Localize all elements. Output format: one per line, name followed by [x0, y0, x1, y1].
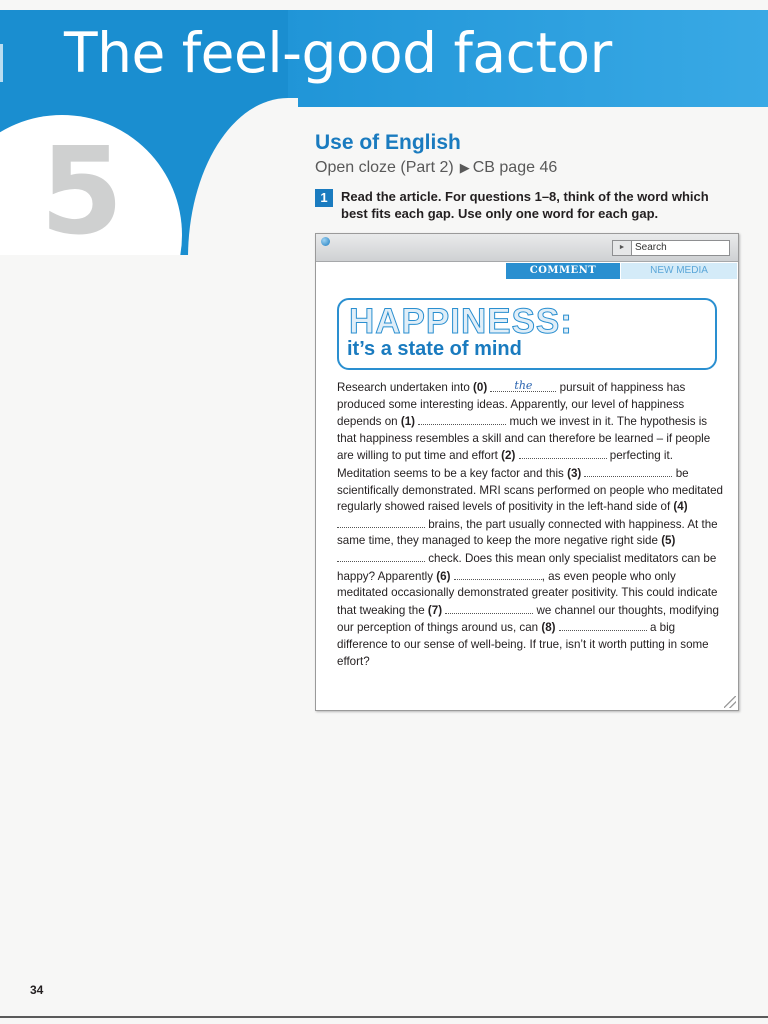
article-text [337, 380, 723, 670]
resize-grip-icon[interactable] [724, 696, 736, 708]
exam-part-label: Open cloze (Part 2) [315, 159, 454, 176]
article-segment: a big difference to our sense of well-being. If true, isn’t it worth putting in some effort? [337, 621, 709, 668]
article-segment: be scientifically demonstrated. MRI scans performed on people who meditated regularly showed raised levels of positivity in the left-hand side of [337, 466, 724, 514]
exercise-number: 1 [315, 189, 333, 207]
subheadline: it’s a state of mind [347, 338, 522, 360]
headline-box [337, 298, 717, 370]
gap-example [490, 380, 556, 392]
article-segment: Research undertaken into [337, 381, 470, 394]
gap-blank[interactable] [519, 447, 607, 459]
browser-window [315, 233, 739, 711]
gap-number: (7) [427, 603, 443, 617]
gap-blank[interactable] [454, 568, 542, 580]
search-input[interactable] [612, 240, 730, 256]
coursebook-reference: CB page 46 [472, 159, 558, 176]
search-go-icon[interactable]: ► [613, 241, 632, 255]
header-edge-mark [0, 44, 3, 82]
gap-number: (2) [501, 449, 516, 463]
tab-new-media[interactable]: NEW MEDIA [621, 263, 737, 279]
gap-number: (8) [541, 621, 556, 635]
article-segment: check. Does this mean only specialist meditators can be happy? Apparently [337, 551, 717, 583]
example-answer: the [514, 379, 533, 392]
headline: HAPPINESS: [349, 302, 573, 341]
gap-number: (3) [567, 466, 582, 480]
gap-blank[interactable] [445, 602, 533, 614]
gap-blank[interactable] [337, 550, 425, 562]
tab-comment[interactable]: COMMENT [506, 263, 620, 279]
article-segment: , as even people who only meditated occasionally demonstrated greater positivity. This could indicate that tweaking the [337, 569, 718, 617]
gap-blank[interactable] [559, 619, 647, 631]
unit-number: 5 [40, 123, 124, 262]
gap-blank[interactable] [337, 516, 425, 528]
gap-blank[interactable] [584, 465, 672, 477]
gap-number: (6) [436, 569, 451, 583]
article-segment: perfecting it. Meditation seems to be a key factor and this [337, 449, 673, 480]
search-label: Search [635, 242, 667, 253]
article-segment: we channel our thoughts, modifying our perception of things around us, can [337, 603, 719, 635]
browser-toolbar [316, 234, 738, 262]
browser-logo-icon [321, 237, 330, 246]
gap-number: (0) [473, 381, 488, 394]
article-segment: brains, the part usually connected with happiness. At the same time, they managed to keep the more negative right side [337, 517, 718, 548]
section-title: Use of English [315, 131, 461, 154]
exercise-instructions: Read the article. For questions 1–8, think of the word which best fits each gap. Use only one word for each gap. [341, 189, 709, 221]
gap-number: (5) [661, 534, 676, 548]
section-subtitle [315, 159, 557, 177]
chapter-title: The feel-good factor [64, 21, 612, 85]
play-arrow-icon: ▶ [459, 160, 470, 175]
gap-number: (4) [673, 500, 688, 514]
article-segment: pursuit of happiness has produced some interesting ideas. Apparently, our level of happiness depends on [337, 381, 686, 429]
article-segment: much we invest in it. The hypothesis is that happiness resembles a skill and can therefore be learned – if people are willing to put time and effort [337, 415, 711, 463]
gap-blank[interactable] [418, 413, 506, 425]
gap-number: (1) [400, 415, 416, 429]
page-number: 34 [30, 983, 44, 997]
footer-divider [0, 1016, 768, 1018]
